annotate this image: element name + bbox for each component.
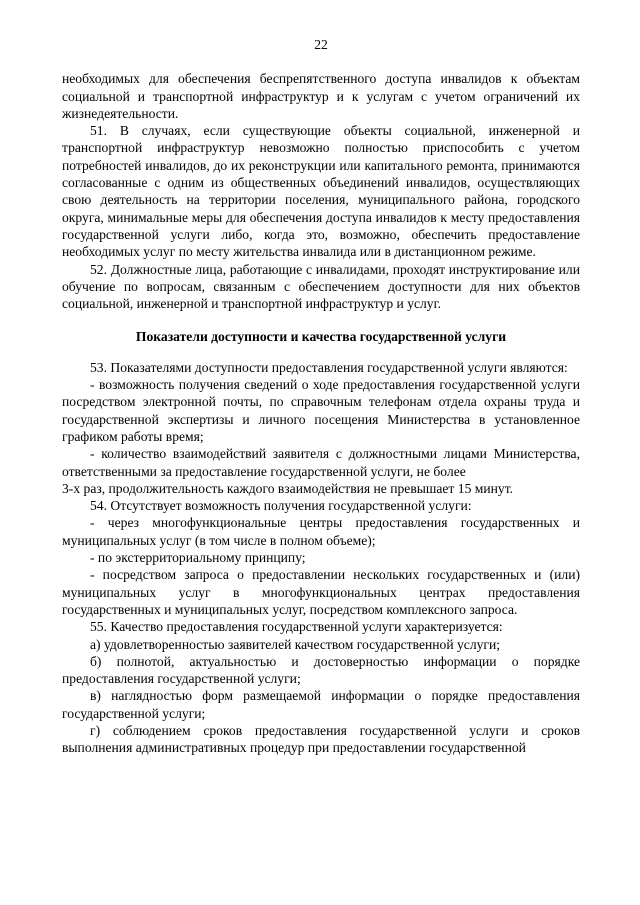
paragraph-55-item-d: г) соблюдением сроков предоставления государственной услуги и сроков выполнения административных процедур при предоставлении государственной: [62, 722, 580, 756]
paragraph-53-item-2-continuation: 3-х раз, продолжительность каждого взаимодействия не превышает 15 минут.: [62, 480, 514, 496]
paragraph-54-item-3: - посредством запроса о предоставлении нескольких государственных и (или) муниципальных услуг в многофункциональных центрах предоставления государственных и муниципальных услуг, посредством комплексного запроса.: [62, 567, 580, 617]
paragraph-54-intro: 54. Отсутствует возможность получения государственной услуги:: [90, 498, 472, 514]
page-number: 22: [314, 37, 328, 52]
paragraph-54-item-2: - по экстерриториальному принципу;: [90, 550, 306, 566]
paragraph-55-item-c: в) наглядностью форм размещаемой информации о порядке предоставления государственной услуги;: [62, 688, 580, 721]
paragraph-53-item-1: - возможность получения сведений о ходе предоставления государственной услуги посредством электронной почты, по справочным телефонам отдела охраны труда и государственной экспертизы и личного посещения Министерства в установленное графиком работы время;: [62, 377, 580, 444]
paragraph-51: 51. В случаях, если существующие объекты социальной, инженерной и транспортной инфраструктур невозможно полностью приспособить с учетом потребностей инвалидов, до их реконструкции или капитального ремонта, принимаются согласованные с одним из общественных объединений инвалидов, осуществляющих свою деятельность на территории поселения, муниципального района, городского округа, минимальные меры для обеспечения доступа инвалидов к месту предоставления государственной услуги либо, когда это, возможно, обеспечить предоставление необходимых услуг по месту жительства инвалида или в дистанционном режиме.: [62, 123, 580, 260]
paragraph-54-item-1: - через многофункциональные центры предоставления государственных и муниципальных услуг (в том числе в полном объеме);: [62, 515, 580, 548]
document-page: [62, 36, 580, 757]
paragraph-55-item-b: б) полнотой, актуальностью и достоверностью информации о порядке предоставления государственной услуги;: [62, 653, 580, 687]
paragraph-52: 52. Должностные лица, работающие с инвалидами, проходят инструктирование или обучение по вопросам, связанным с обеспечением доступности для них объектов социальной, инженерной и транспортной инфраструктур и услуг.: [62, 261, 580, 312]
section-heading: Показатели доступности и качества государственной услуги: [135, 329, 507, 345]
paragraph-55-item-a: а) удовлетворенностью заявителей качеством государственной услуги;: [90, 636, 501, 652]
paragraph-55-intro: 55. Качество предоставления государственной услуги характеризуется:: [90, 619, 503, 635]
paragraph-continuation: необходимых для обеспечения беспрепятственного доступа инвалидов к объектам социальной и транспортной инфраструктур и к услугам с учетом ограничений их жизнедеятельности.: [62, 71, 580, 121]
paragraph-53-intro: 53. Показателями доступности предоставления государственной услуги являются:: [90, 359, 568, 375]
paragraph-53-item-2: - количество взаимодействий заявителя с должностными лицами Министерства, ответственными за предоставление государственной услуги, не более: [62, 446, 580, 479]
